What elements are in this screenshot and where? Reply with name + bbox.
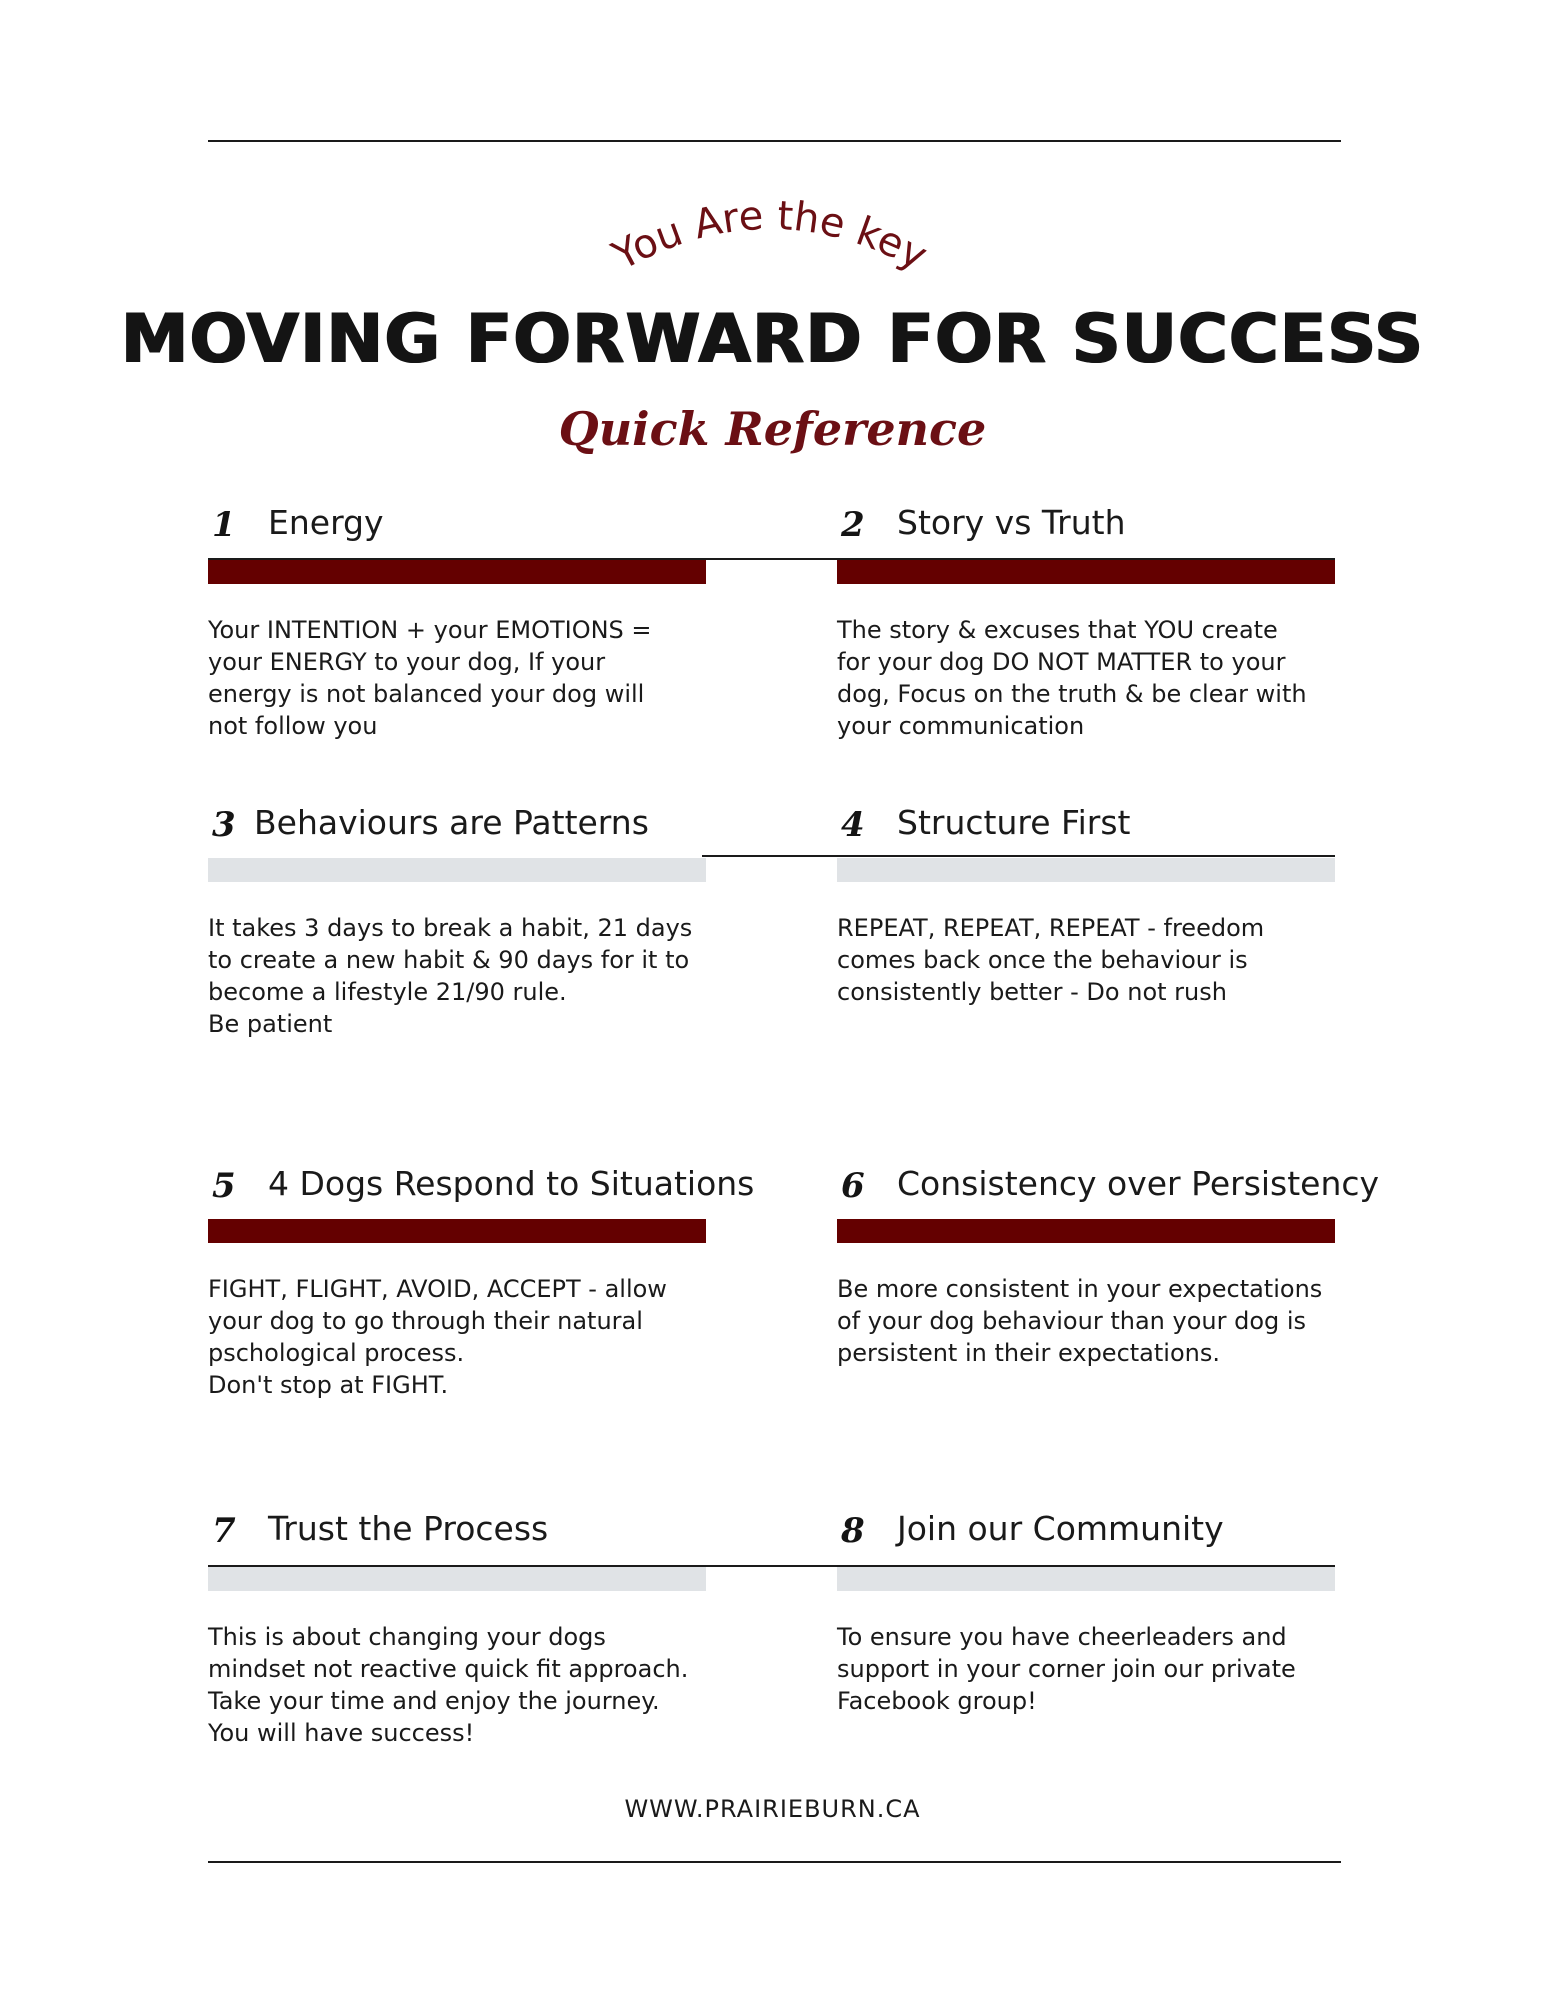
section-body: Your INTENTION + your EMOTIONS = your ENERGY to your dog, If your energy is not balanced your dog will not follow you	[208, 616, 652, 740]
section-number: 6	[841, 1166, 865, 1206]
section-number: 5	[212, 1166, 236, 1206]
section-bar	[837, 858, 1335, 882]
section-body: REPEAT, REPEAT, REPEAT - freedom comes back once the behaviour is consistently better - Do not rush	[837, 914, 1265, 1006]
section-title: Story vs Truth	[897, 503, 1126, 542]
section-body: Be more consistent in your expectations of your dog behaviour than your dog is persistent in their expectations.	[837, 1275, 1323, 1367]
section-structure-first	[837, 797, 1337, 1006]
section-number: 4	[841, 805, 865, 845]
kicker-arc	[590, 190, 950, 290]
section-underline	[702, 855, 1335, 857]
section-body: This is about changing your dogs mindset not reactive quick fit approach. Take your time and enjoy the journey. You will have success!	[208, 1623, 689, 1747]
section-title: Behaviours are Patterns	[254, 803, 649, 842]
section-bar	[837, 560, 1335, 584]
section-title: Trust the Process	[268, 1509, 549, 1548]
section-bar	[208, 560, 706, 584]
section-bar	[837, 1567, 1335, 1591]
kicker	[590, 190, 950, 290]
section-number: 3	[212, 805, 236, 845]
section-body: It takes 3 days to break a habit, 21 days to create a new habit & 90 days for it to become a lifestyle 21/90 rule. Be patient	[208, 914, 693, 1038]
section-number: 2	[841, 505, 865, 545]
section-title: Consistency over Persistency	[897, 1164, 1380, 1203]
website-link[interactable]: WWW.PRAIRIEBURN.CA	[624, 1795, 921, 1823]
section-bar	[208, 1219, 706, 1243]
section-body: The story & excuses that YOU create for your dog DO NOT MATTER to your dog, Focus on the truth & be clear with your communication	[837, 616, 1307, 740]
bottom-divider	[208, 1861, 1341, 1863]
section-energy	[208, 497, 708, 740]
section-title: Structure First	[897, 803, 1131, 842]
section-number: 8	[841, 1511, 865, 1551]
section-bar	[208, 858, 706, 882]
section-behaviours-are-patterns	[208, 797, 708, 1038]
svg-text:You Are the key	[604, 193, 934, 280]
top-divider	[208, 140, 1341, 142]
section-number: 7	[212, 1511, 236, 1551]
section-title: Join our Community	[897, 1509, 1224, 1548]
section-bar	[837, 1219, 1335, 1243]
section-trust-the-process	[208, 1503, 708, 1747]
section-story-vs-truth	[837, 497, 1337, 740]
section-join-community	[837, 1503, 1337, 1715]
kicker-text: You Are the key	[605, 192, 935, 280]
section-body: FIGHT, FLIGHT, AVOID, ACCEPT - allow your dog to go through their natural pschological process. Don't stop at FIGHT.	[208, 1275, 667, 1399]
section-dogs-respond	[208, 1158, 755, 1399]
page-title: MOVING FORWARD FOR SUCCESS	[120, 300, 1425, 379]
section-body: To ensure you have cheerleaders and support in your corner join our private Facebook group!	[837, 1623, 1296, 1715]
page-subtitle: Quick Reference	[558, 402, 987, 456]
section-title: 4 Dogs Respond to Situations	[268, 1164, 755, 1203]
section-title: Energy	[268, 503, 384, 542]
section-consistency	[837, 1158, 1380, 1367]
section-bar	[208, 1567, 706, 1591]
section-number: 1	[212, 505, 236, 545]
